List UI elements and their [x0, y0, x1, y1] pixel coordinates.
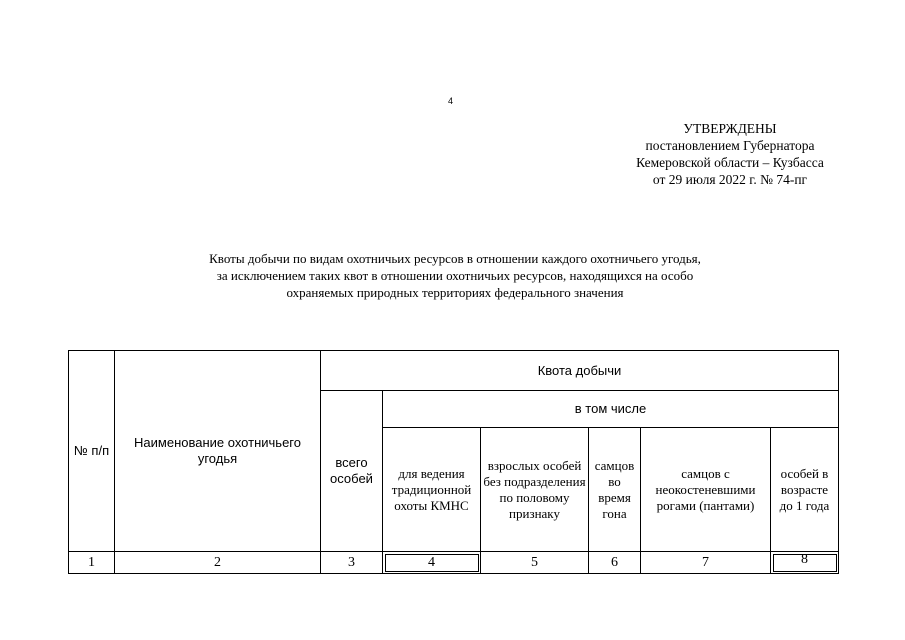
title-line: Квоты добычи по видам охотничьих ресурсов в отношении каждого охотничьего угодья, [209, 251, 701, 266]
page-number: 4 [448, 96, 454, 106]
title-line: за исключением таких квот в отношении охотничьих ресурсов, находящихся на особо [216, 268, 694, 283]
quota-table [68, 350, 839, 574]
header-adults: взрослых особей без подразделения по половому признаку [481, 428, 589, 552]
header-young: особей в возрасте до 1 года [771, 428, 839, 552]
header-quota: Квота добычи [321, 351, 839, 391]
approval-stamp [600, 120, 860, 188]
column-number: 5 [481, 552, 589, 574]
column-number: 7 [641, 552, 771, 574]
column-number: 3 [321, 552, 383, 574]
column-number: 6 [589, 552, 641, 574]
column-number: 4 [383, 552, 481, 574]
column-number: 2 [115, 552, 321, 574]
header-males-rut: самцов во время гона [589, 428, 641, 552]
title-line: охраняемых природных территориях федерального значения [286, 285, 624, 300]
document-title [110, 250, 800, 301]
approval-line: постановлением Губернатора [645, 138, 815, 153]
header-traditional-hunting: для ведения традиционной охоты КМНС [383, 428, 481, 552]
header-total: всего особей [321, 391, 383, 552]
approval-line: Кемеровской области – Кузбасса [636, 155, 824, 170]
header-hunting-ground-name: Наименование охотничьего угодья [115, 351, 321, 552]
header-including: в том числе [383, 391, 839, 428]
header-number: № п/п [69, 351, 115, 552]
column-number: 8 [771, 552, 839, 574]
approval-heading: УТВЕРЖДЕНЫ [683, 121, 777, 136]
column-number: 1 [69, 552, 115, 574]
header-males-antlers: самцов с неокостеневшими рогами (пантами) [641, 428, 771, 552]
approval-date-line: от 29 июля 2022 г. № 74-пг [652, 172, 808, 187]
